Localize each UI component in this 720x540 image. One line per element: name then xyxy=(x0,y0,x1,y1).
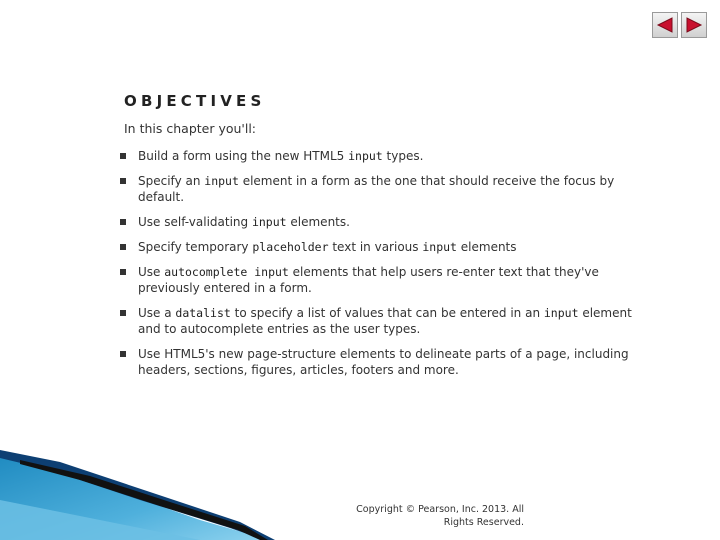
list-item xyxy=(118,148,658,164)
next-slide-button[interactable] xyxy=(681,12,707,38)
code-term: autocomplete input xyxy=(164,265,289,279)
item-text: elements xyxy=(456,240,517,254)
copyright-line-2: Rights Reserved. xyxy=(443,516,524,528)
item-text: Specify an xyxy=(138,174,205,188)
item-text: Use a xyxy=(138,306,176,320)
code-term: input xyxy=(251,215,287,229)
item-text: elements. xyxy=(286,215,350,229)
intro-text: In this chapter you'll: xyxy=(124,121,257,136)
square-bullet-icon xyxy=(120,269,126,275)
copyright-line-1: Copyright © Pearson, Inc. 2013. All xyxy=(356,504,524,515)
item-text: Use xyxy=(138,265,165,279)
code-term: input xyxy=(543,306,579,320)
triangle-right-icon xyxy=(685,17,703,33)
triangle-left-icon xyxy=(656,17,674,33)
list-item xyxy=(118,214,658,230)
item-text: Specify temporary xyxy=(138,240,253,254)
list-item xyxy=(118,305,658,337)
copyright-notice xyxy=(340,504,524,529)
item-text: Use self-validating xyxy=(138,215,252,229)
slide-navigation xyxy=(652,12,707,38)
square-bullet-icon xyxy=(120,153,126,159)
item-text: text in various xyxy=(328,240,423,254)
code-term: input xyxy=(348,149,383,163)
objectives-list xyxy=(118,148,658,387)
slide-title: OBJECTIVES xyxy=(124,92,266,110)
code-term: input xyxy=(422,240,457,254)
previous-slide-button[interactable] xyxy=(652,12,678,38)
list-item xyxy=(118,346,658,378)
item-text: Use HTML5's new page-structure elements to delineate parts of a page, including headers, sections, figures, articles, footers and more. xyxy=(138,347,629,377)
square-bullet-icon xyxy=(120,178,126,184)
list-item xyxy=(118,239,658,255)
square-bullet-icon xyxy=(120,310,126,316)
square-bullet-icon xyxy=(120,351,126,357)
item-text: elements that help users re-enter text that they've previously entered in a form. xyxy=(138,265,599,295)
code-term: input xyxy=(204,174,239,188)
code-term: placeholder xyxy=(252,240,329,254)
square-bullet-icon xyxy=(120,244,126,250)
item-text: to specify a list of values that can be entered in an xyxy=(230,306,544,320)
list-item xyxy=(118,264,658,296)
list-item xyxy=(118,173,658,205)
item-text: element in a form as the one that should receive the focus by default. xyxy=(138,174,615,204)
code-term: datalist xyxy=(175,306,231,320)
item-text: types. xyxy=(382,149,424,163)
item-text: element and to autocomplete entries as the user types. xyxy=(138,306,632,336)
item-text: Build a form using the new HTML5 xyxy=(138,149,349,163)
square-bullet-icon xyxy=(120,219,126,225)
